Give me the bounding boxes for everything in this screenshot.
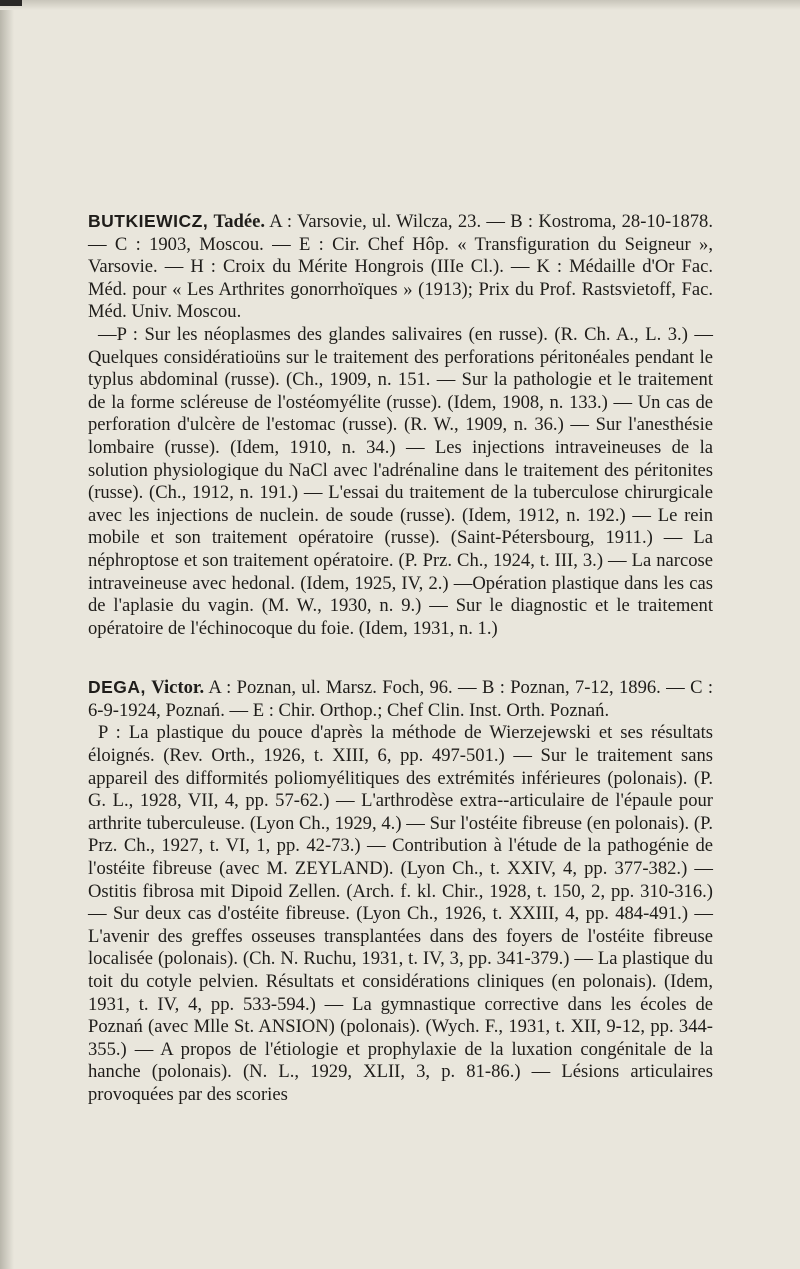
entry-butkiewicz	[88, 210, 713, 640]
entry-given-name: Victor.	[151, 677, 205, 699]
entry-dega	[88, 676, 713, 1106]
entry-bio-text: A : Varsovie, ul. Wilcza, 23. — B : Kostroma, 28-10-1878. — C : 1903, Moscou. — E : Cir. Chef Hôp. « Transfiguration du Seigneur », Varsovie. — H : Croix du Mérite Hongrois (IIIe Cl.). — K : Médaille d'Or Fac. Méd. pour « Les Arthrites gonorrhoïques » (1913); Prix du Prof. Rastsvietoff, Fac. Méd. Univ. Moscou.	[88, 211, 714, 323]
page-edge-shadow	[0, 0, 14, 1269]
entry-surname: BUTKIEWICZ,	[88, 211, 209, 231]
corner-mark	[0, 0, 22, 6]
entry-publications: P : La plastique du pouce d'après la méthode de Wierzejewski et ses résultats éloignés. (Rev. Orth., 1926, t. XIII, 6, pp. 497-501.) — Sur le traitement sans appareil des difformités poliomyélitiques des extrémités inférieures (polonais). (P. G. L., 1928, VII, 4, pp. 57-62.) — L'arthrodèse extra--articulaire de l'épaule pour arthrite tuberculeuse. (Lyon Ch., 1929, 4.) — Sur l'ostéite fibreuse (en polonais). (P. Prz. Ch., 1927, t. VI, 1, pp. 42-73.) — Contribution à l'étude de la pathogénie de l'ostéite fibreuse (avec M. ZEYLAND). (Lyon Ch., t. XXIV, 4, pp. 377-382.) — Ostitis fibrosa mit Dipoid Zellen. (Arch. f. kl. Chir., 1928, t. 150, 2, pp. 310-316.) — Sur deux cas d'ostéite fibreuse. (Lyon Ch., 1926, t. XXIII, 4, pp. 484-491.) — L'avenir des greffes osseuses transplantées dans des foyers de l'ostéite fibreuse localisée (polonais). (Ch. N. Ruchu, 1931, t. IV, 3, pp. 341-379.) — La plastique du toit du cotyle pelvien. Résultats et considérations cliniques (en polonais). (Idem, 1931, t. IV, 4, pp. 533-594.) — La gymnastique corrective dans les écoles de Poznań (avec Mlle St. ANSION) (polonais). (Wych. F., 1931, t. XII, 9-12, pp. 344-355.) — A propos de l'étiologie et prophylaxie de la luxation congénitale de la hanche (polonais). (N. L., 1929, XLII, 3, p. 81-86.) — Lésions articulaires provoquées par des scories	[88, 722, 713, 1105]
document-body	[88, 210, 713, 1143]
entry-bio-text: A : Poznan, ul. Marsz. Foch, 96. — B : Poznan, 7-12, 1896. — C : 6-9-1924, Poznań. — E : Chir. Orthop.; Chef Clin. Inst. Orth. Poznań.	[88, 677, 713, 721]
entry-given-name: Tadée.	[213, 211, 265, 232]
entry-bio	[88, 676, 713, 722]
entry-surname: DEGA,	[88, 677, 146, 698]
entry-publications: —P : Sur les néoplasmes des glandes salivaires (en russe). (R. Ch. A., L. 3.) — Quelques considératioüns sur le traitement des perforations péritonéales pendant le typlus abdominal (russe). (Ch., 1909, n. 151. — Sur la pathologie et le traitement de la forme scléreuse de l'ostéomyélite (russe). (Idem, 1908, n. 133.) — Un cas de perforation d'ulcère de l'estomac (russe). (R. W., 1909, n. 36.) — Sur l'anesthésie lombaire (russe). (Idem, 1910, n. 34.) — Les injections intraveineuses de la solution physiologique du NaCl avec l'adrénaline dans le traitement des péritonites (russe). (Ch., 1912, n. 191.) — L'essai du traitement de la tuberculose chirurgicale avec les injections de nuclein. de soude (russe). (Idem, 1912, n. 192.) — Le rein mobile et son traitement opératoire (russe). (Saint-Pétersbourg, 1911.) — La néphroptose et son traitement opératoire. (P. Prz. Ch., 1924, t. III, 3.) — La narcose intraveineuse avec hedonal. (Idem, 1925, IV, 2.) —Opération plastique dans les cas de l'aplasie du vagin. (M. W., 1930, n. 9.) — Sur le diagnostic et le traitement opératoire de l'échinocoque du foie. (Idem, 1931, n. 1.)	[88, 323, 713, 639]
page-top-shadow	[0, 0, 800, 10]
entry-bio	[88, 210, 713, 324]
